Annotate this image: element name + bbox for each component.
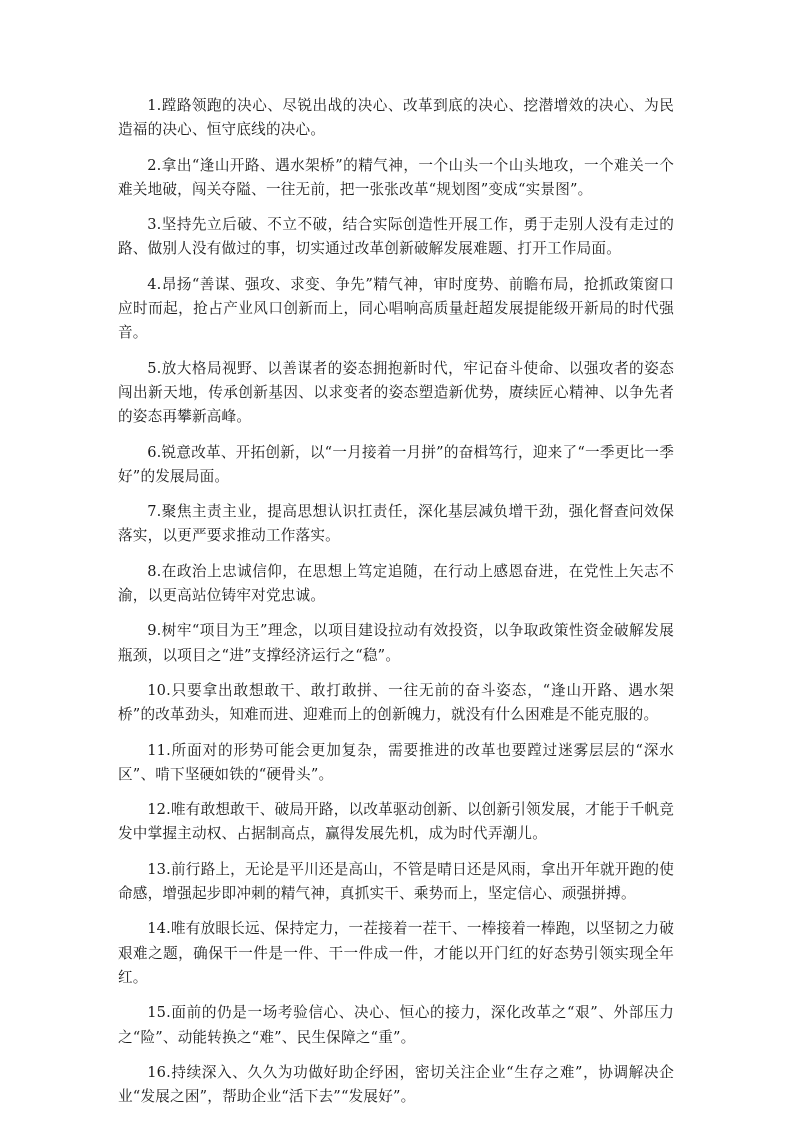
- paragraph-1: 1.蹚路领跑的决心、尽锐出战的决心、改革到底的决心、挖潜增效的决心、为民造福的决心、恒守底线的决心。: [118, 97, 674, 139]
- paragraph-5: 5.放大格局视野、以善谋者的姿态拥抱新时代，牢记奋斗使命、以强攻者的姿态闯出新天地，传承创新基因、以求变者的姿态塑造新优势，赓续匠心精神、以争先者的姿态再攀新高峰。: [118, 359, 674, 426]
- document-body: [118, 94, 674, 1120]
- paragraph-10: 10.只要拿出敢想敢干、敢打敢拼、一往无前的奋斗姿态，“逢山开路、遇水架桥”的改革劲头，知难而进、迎难而上的创新魄力，就没有什么困难是不能克服的。: [118, 681, 674, 724]
- paragraph-7: 7.聚焦主责主业，提高思想认识扛责任，深化基层减负增干劲，强化督查问效保落实，以更严要求推动工作落实。: [118, 503, 674, 545]
- paragraph-9: 9.树牢“项目为王”理念，以项目建设拉动有效投资，以争取政策性资金破解发展瓶颈，以项目之“进”支撑经济运行之“稳”。: [118, 622, 674, 664]
- paragraph-6: 6.锐意改革、开拓创新，以“一月接着一月拼”的奋楫笃行，迎来了“一季更比一季好”的发展局面。: [118, 443, 674, 485]
- paragraph-12: 12.唯有敢想敢干、破局开路，以改革驱动创新、以创新引领发展，才能于千帆竞发中掌握主动权、占据制高点，赢得发展先机，成为时代弄潮儿。: [118, 801, 674, 843]
- paragraph-11: 11.所面对的形势可能会更加复杂，需要推进的改革也要蹚过迷雾层层的“深水区”、啃下坚硬如铁的“硬骨头”。: [118, 741, 674, 783]
- paragraph-3: 3.坚持先立后破、不立不破，结合实际创造性开展工作，勇于走别人没有走过的路、做别人没有做过的事，切实通过改革创新破解发展难题、打开工作局面。: [118, 216, 674, 258]
- paragraph-16: 16.持续深入、久久为功做好助企纾困，密切关注企业“生存之难”，协调解决企业“发展之困”，帮助企业“活下去”“发展好”。: [118, 1063, 674, 1106]
- paragraph-2: 2.拿出“逢山开路、遇水架桥”的精气神，一个山头一个山头地攻，一个难关一个难关地破，闯关夺隘、一往无前，把一张张改革“规划图”变成“实景图”。: [118, 156, 674, 198]
- paragraph-8: 8.在政治上忠诚信仰，在思想上笃定追随，在行动上感恩奋进，在党性上矢志不渝，以更高站位铸牢对党忠诚。: [118, 562, 674, 605]
- paragraph-14: 14.唯有放眼长远、保持定力，一茬接着一茬干、一棒接着一棒跑，以坚韧之力破艰难之题，确保干一件是一件、干一件成一件，才能以开门红的好态势引领实现全年红。: [118, 920, 674, 986]
- paragraph-4: 4.昂扬“善谋、强攻、求变、争先”精气神，审时度势、前瞻布局，抢抓政策窗口应时而起，抢占产业风口创新而上，同心唱响高质量赶超发展提能级开新局的时代强音。: [118, 275, 674, 342]
- paragraph-15: 15.面前的仍是一场考验信心、决心、恒心的接力，深化改革之“艰”、外部压力之“险”、动能转换之“难”、民生保障之“重”。: [118, 1004, 674, 1046]
- paragraph-13: 13.前行路上，无论是平川还是高山，不管是晴日还是风雨，拿出开年就开跑的使命感，增强起步即冲刺的精气神，真抓实干、乘势而上，坚定信心、顽强拼搏。: [118, 860, 674, 903]
